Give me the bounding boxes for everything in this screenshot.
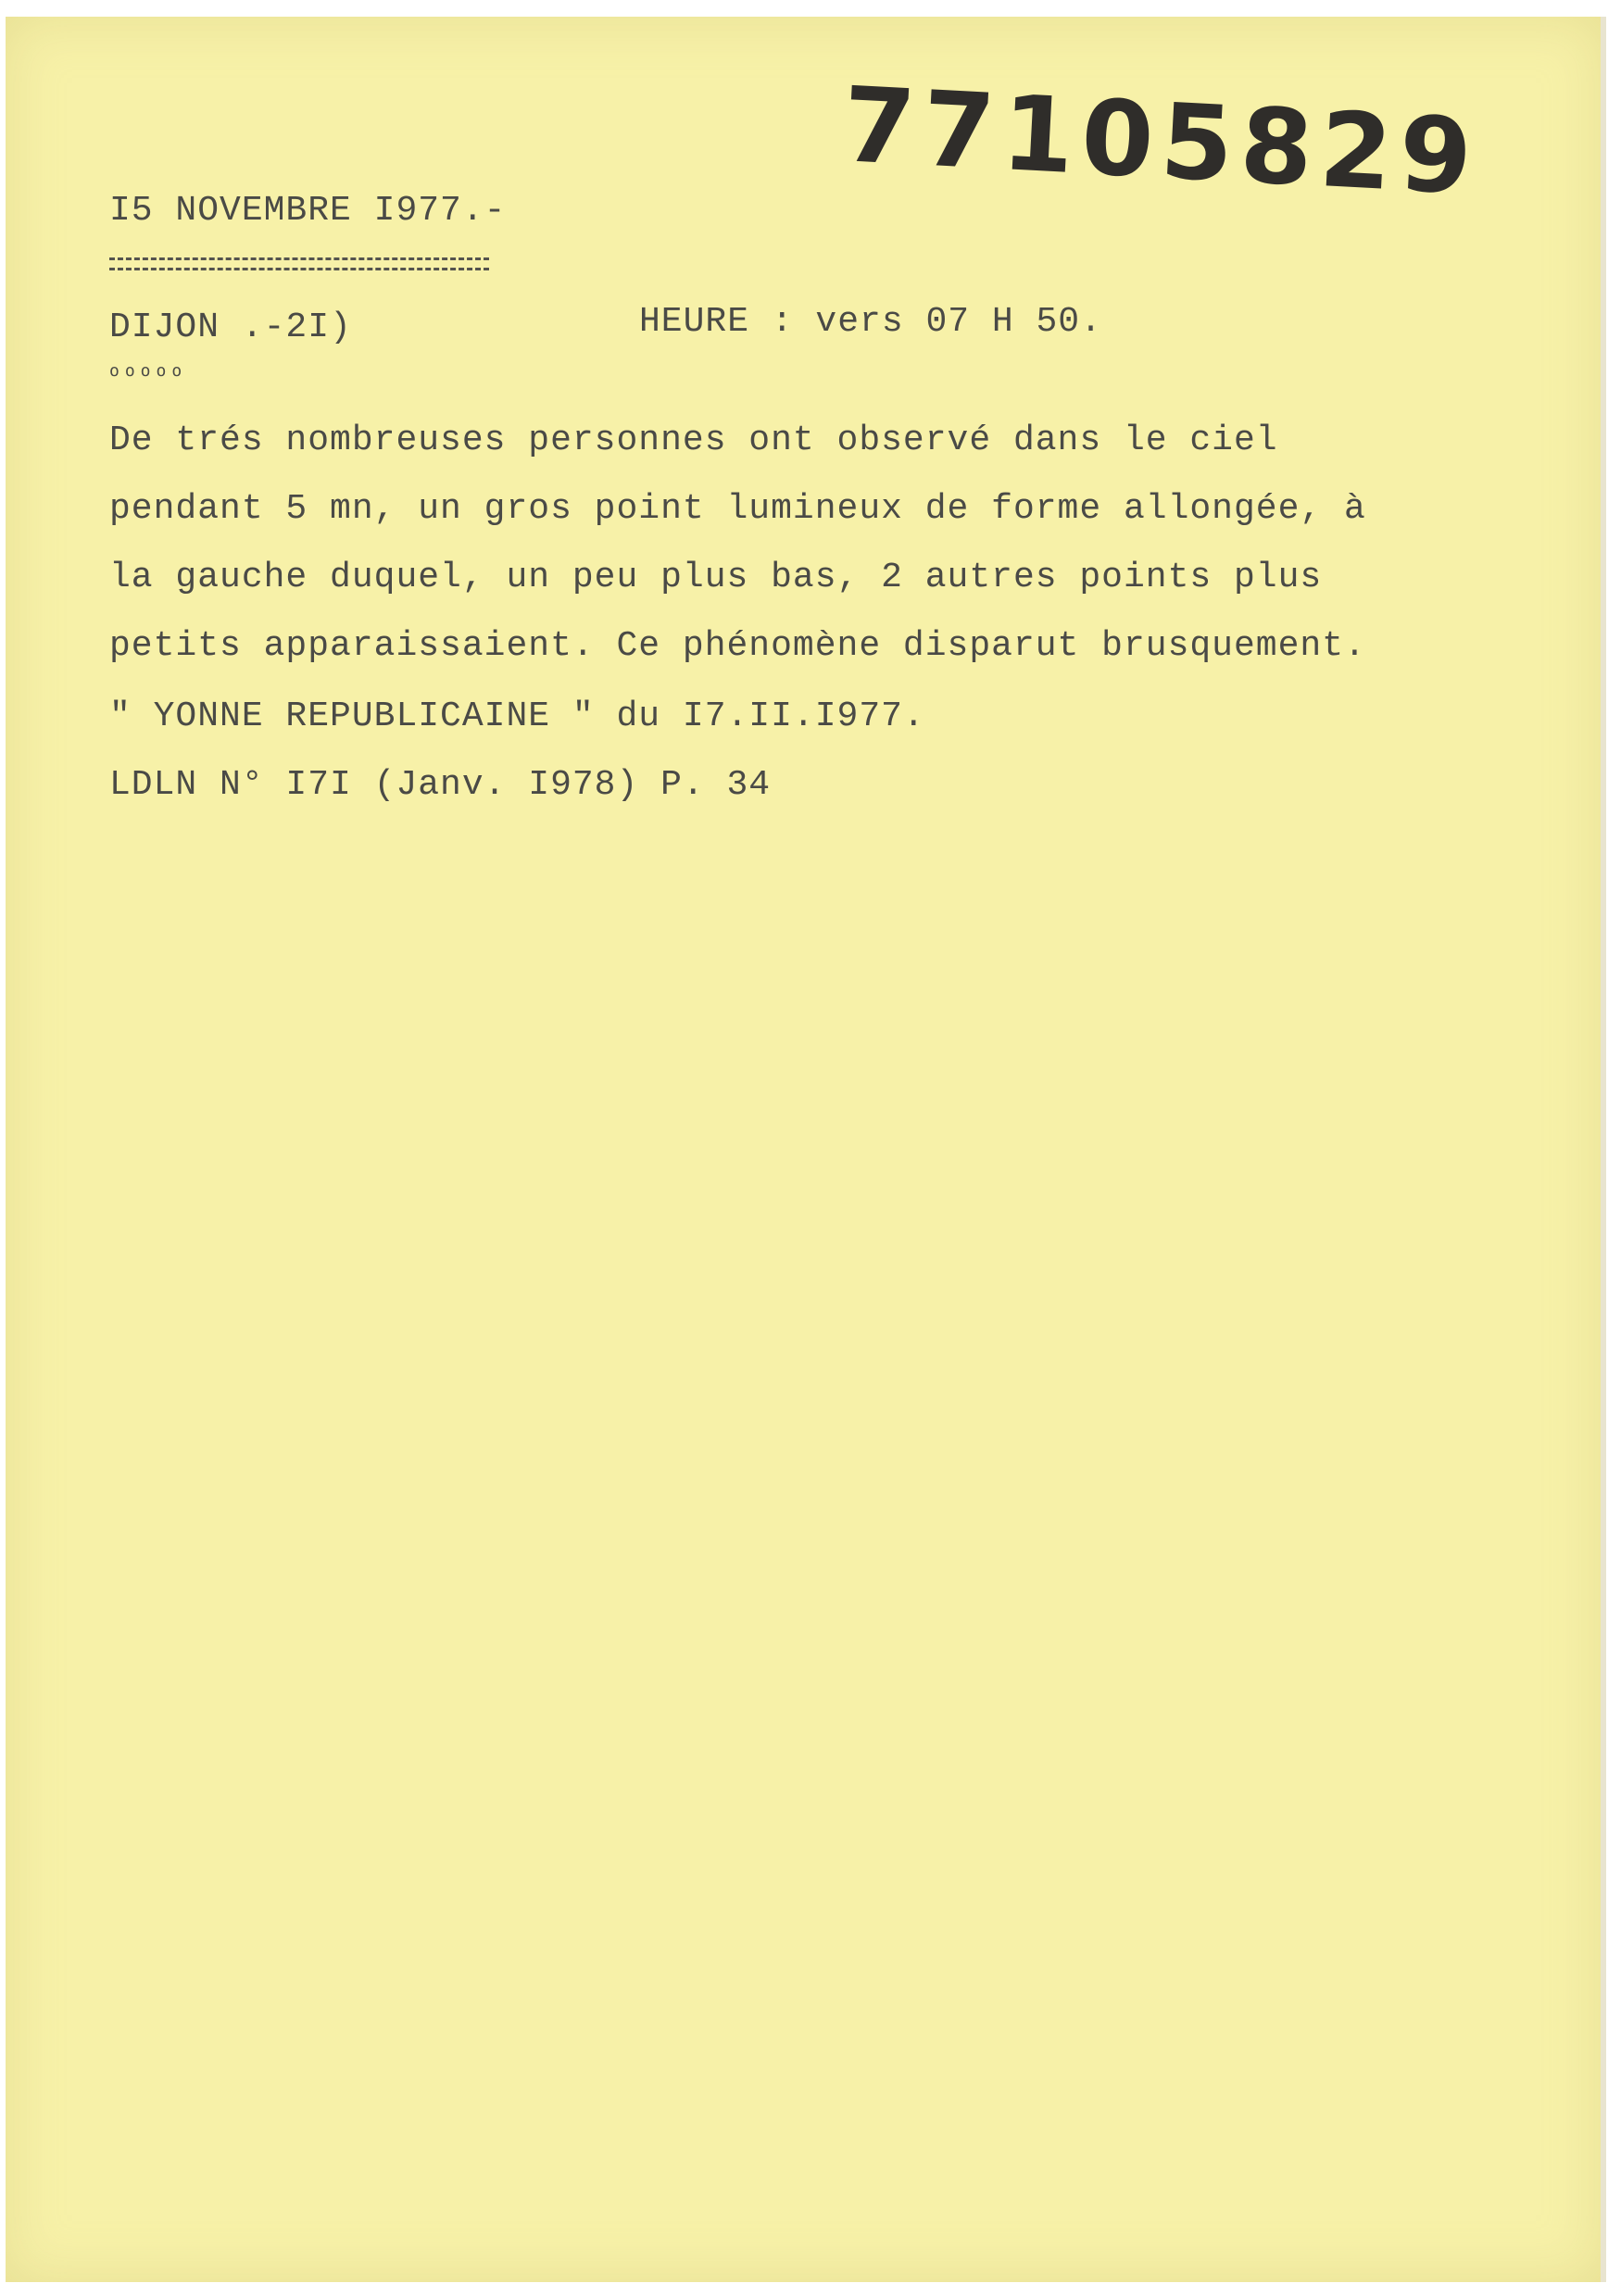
report-place: DIJON .-2I) bbox=[109, 307, 352, 347]
source-line: " YONNE REPUBLICAINE " du I7.II.I977. bbox=[109, 696, 925, 736]
body-line: pendant 5 mn, un gros point lumineux de forme allongée, à bbox=[109, 489, 1366, 529]
body-line: petits apparaissaient. Ce phénomène disparut brusquement. bbox=[109, 626, 1366, 666]
date-underline bbox=[109, 257, 489, 270]
place-marker: ooooo bbox=[109, 361, 188, 381]
body-line: la gauche duquel, un peu plus bas, 2 autres points plus bbox=[109, 558, 1323, 597]
reference-number-stamp: 77105829 bbox=[839, 65, 1482, 219]
report-date: I5 NOVEMBRE I977.- bbox=[109, 191, 507, 231]
body-line: De trés nombreuses personnes ont observé dans le ciel bbox=[109, 420, 1278, 460]
card-edge bbox=[1601, 17, 1606, 2282]
reference-line: LDLN N° I7I (Janv. I978) P. 34 bbox=[109, 765, 772, 805]
index-card bbox=[6, 17, 1602, 2282]
report-time: HEURE : vers 07 H 50. bbox=[639, 302, 1102, 342]
